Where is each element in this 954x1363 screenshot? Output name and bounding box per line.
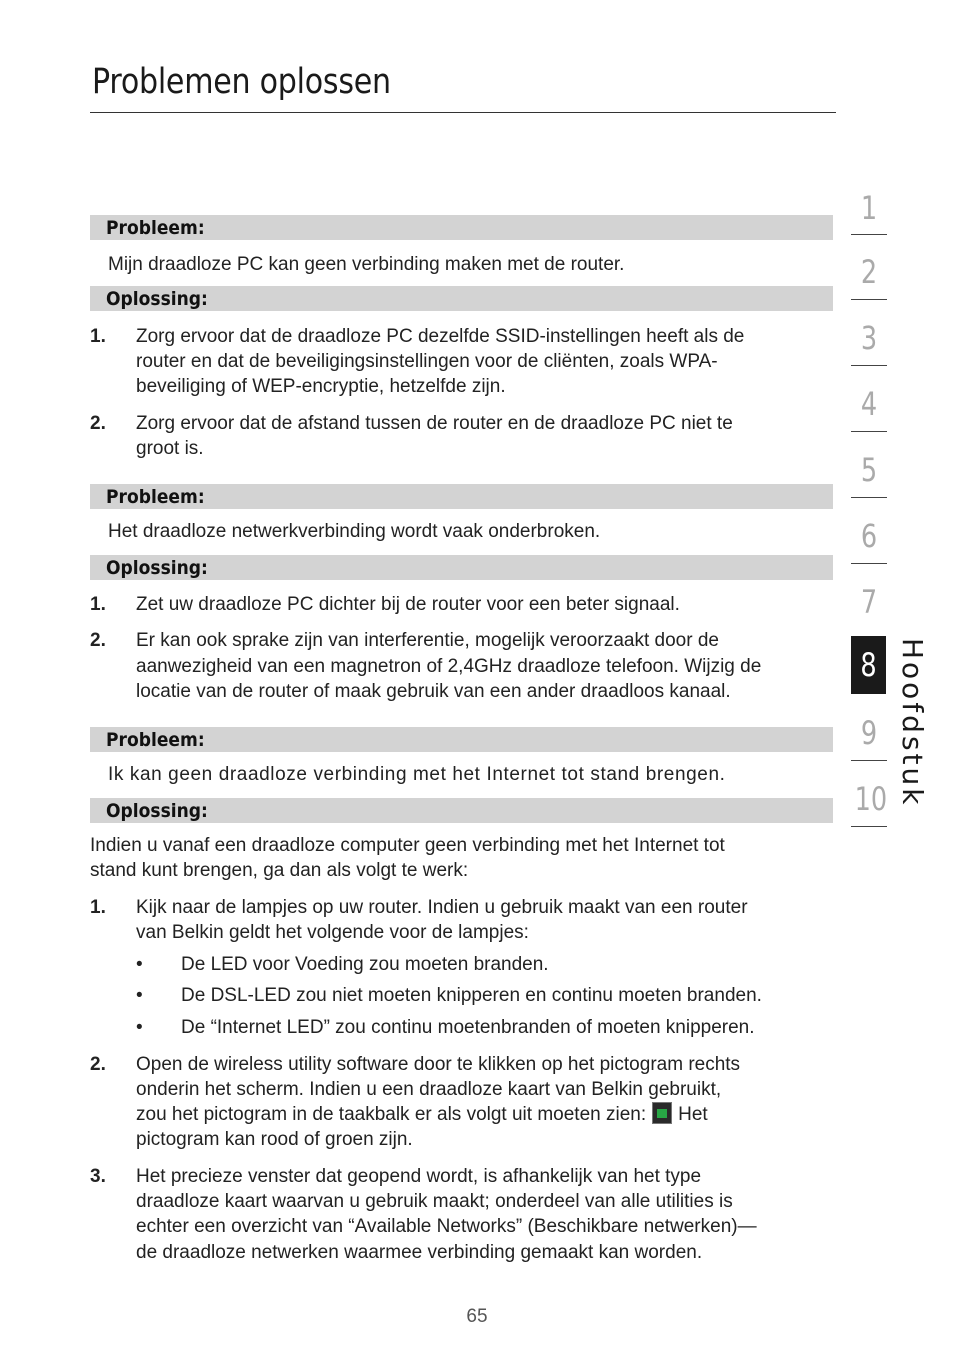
step-line: router en dat de beveiligingsinstellingen voor de cliënten, zoals WPA- bbox=[136, 351, 718, 372]
probleem-label: Probleem: bbox=[106, 217, 205, 239]
bullet-text: De LED voor Voeding zou moeten branden. bbox=[181, 954, 549, 975]
step-line: Zorg ervoor dat de afstand tussen de router en de draadloze PC niet te bbox=[136, 413, 733, 434]
chapter-nav-item-7[interactable]: 7 bbox=[860, 583, 878, 621]
step-line: aanwezigheid van een magnetron of 2,4GHz draadloze telefoon. Wijzig de bbox=[136, 656, 762, 677]
chapter-nav-active[interactable] bbox=[851, 636, 886, 694]
title-rule bbox=[90, 112, 836, 113]
step-line: Kijk naar de lampjes op uw router. Indien u gebruik maakt van een router bbox=[136, 897, 748, 918]
step-line-text: Het bbox=[678, 1104, 708, 1125]
oplossing-bar bbox=[90, 555, 833, 580]
chapter-nav-rule bbox=[851, 431, 887, 432]
intro-line: stand kunt brengen, ga dan als volgt te werk: bbox=[90, 860, 469, 881]
chapter-nav-rule bbox=[851, 563, 887, 564]
step-line: locatie van de router of maak gebruik van een ander draadloos kanaal. bbox=[136, 681, 731, 702]
chapter-nav-rule bbox=[851, 760, 887, 761]
chapter-label: Hoofdstuk bbox=[896, 638, 929, 808]
problem-text: Ik kan geen draadloze verbinding met het Internet tot stand brengen. bbox=[108, 764, 726, 785]
step-line: Er kan ook sprake zijn van interferentie, mogelijk veroorzaakt door de bbox=[136, 630, 719, 651]
step-line: Het precieze venster dat geopend wordt, is afhankelijk van het type bbox=[136, 1166, 702, 1187]
step-number: 1. bbox=[90, 897, 106, 918]
step-line: de draadloze netwerken waarmee verbinding gemaakt kan worden. bbox=[136, 1242, 703, 1263]
chapter-nav-item-5[interactable]: 5 bbox=[860, 451, 878, 489]
chapter-nav-rule bbox=[851, 826, 887, 827]
chapter-nav-rule bbox=[851, 365, 887, 366]
step-line: beveiliging of WEP-encryptie, hetzelfde zijn. bbox=[136, 376, 506, 397]
wireless-tray-icon bbox=[652, 1102, 672, 1124]
intro-line: Indien u vanaf een draadloze computer geen verbinding met het Internet tot bbox=[90, 835, 725, 856]
probleem-bar bbox=[90, 484, 833, 509]
page-title: Problemen oplossen bbox=[92, 62, 391, 102]
oplossing-bar bbox=[90, 286, 833, 311]
step-line: draadloze kaart waarvan u gebruik maakt; onderdeel van alle utilities is bbox=[136, 1191, 733, 1212]
step-line bbox=[136, 1102, 708, 1127]
problem-text: Het draadloze netwerkverbinding wordt vaak onderbroken. bbox=[108, 521, 601, 542]
step-number: 1. bbox=[90, 594, 106, 615]
probleem-bar bbox=[90, 215, 833, 240]
chapter-nav-item-2[interactable]: 2 bbox=[860, 253, 878, 291]
bullet-symbol: • bbox=[136, 1017, 143, 1038]
chapter-nav-item-8: 8 bbox=[860, 646, 877, 684]
step-line: Open de wireless utility software door te klikken op het pictogram rechts bbox=[136, 1054, 741, 1075]
step-line: Zet uw draadloze PC dichter bij de router voor een beter signaal. bbox=[136, 594, 680, 615]
chapter-nav-rule bbox=[851, 234, 887, 235]
chapter-nav-item-1[interactable]: 1 bbox=[860, 189, 878, 227]
step-line: groot is. bbox=[136, 438, 204, 459]
probleem-bar bbox=[90, 727, 833, 752]
chapter-nav-item-10[interactable]: 10 bbox=[854, 780, 888, 818]
step-line: Zorg ervoor dat de draadloze PC dezelfde SSID-instellingen heeft als de bbox=[136, 326, 745, 347]
oplossing-label: Oplossing: bbox=[106, 800, 208, 822]
chapter-nav-rule bbox=[851, 497, 887, 498]
oplossing-bar bbox=[90, 798, 833, 823]
probleem-label: Probleem: bbox=[106, 486, 205, 508]
step-line: echter een overzicht van “Available Networks” (Beschikbare netwerken)— bbox=[136, 1216, 757, 1237]
step-number: 2. bbox=[90, 1054, 106, 1075]
chapter-nav-rule bbox=[851, 299, 887, 300]
step-number: 1. bbox=[90, 326, 106, 347]
chapter-nav-item-4[interactable]: 4 bbox=[860, 385, 878, 423]
bullet-text: De DSL-LED zou niet moeten knipperen en continu moeten branden. bbox=[181, 985, 762, 1006]
probleem-label: Probleem: bbox=[106, 729, 205, 751]
oplossing-label: Oplossing: bbox=[106, 557, 208, 579]
step-line: van Belkin geldt het volgende voor de lampjes: bbox=[136, 922, 529, 943]
chapter-nav-item-9[interactable]: 9 bbox=[860, 714, 878, 752]
step-number: 2. bbox=[90, 630, 106, 651]
chapter-nav-item-3[interactable]: 3 bbox=[860, 319, 878, 357]
bullet-text: De “Internet LED” zou continu moetenbranden of moeten knipperen. bbox=[181, 1017, 755, 1038]
page-number: 65 bbox=[466, 1306, 488, 1327]
chapter-nav-item-6[interactable]: 6 bbox=[860, 517, 878, 555]
step-line-text: zou het pictogram in de taakbalk er als volgt uit moeten zien: bbox=[136, 1104, 647, 1125]
bullet-symbol: • bbox=[136, 954, 143, 975]
step-line: onderin het scherm. Indien u een draadloze kaart van Belkin gebruikt, bbox=[136, 1079, 722, 1100]
oplossing-label: Oplossing: bbox=[106, 288, 208, 310]
bullet-symbol: • bbox=[136, 985, 143, 1006]
step-number: 3. bbox=[90, 1166, 106, 1187]
step-number: 2. bbox=[90, 413, 106, 434]
problem-text: Mijn draadloze PC kan geen verbinding maken met de router. bbox=[108, 254, 625, 275]
step-line: pictogram kan rood of groen zijn. bbox=[136, 1129, 413, 1150]
